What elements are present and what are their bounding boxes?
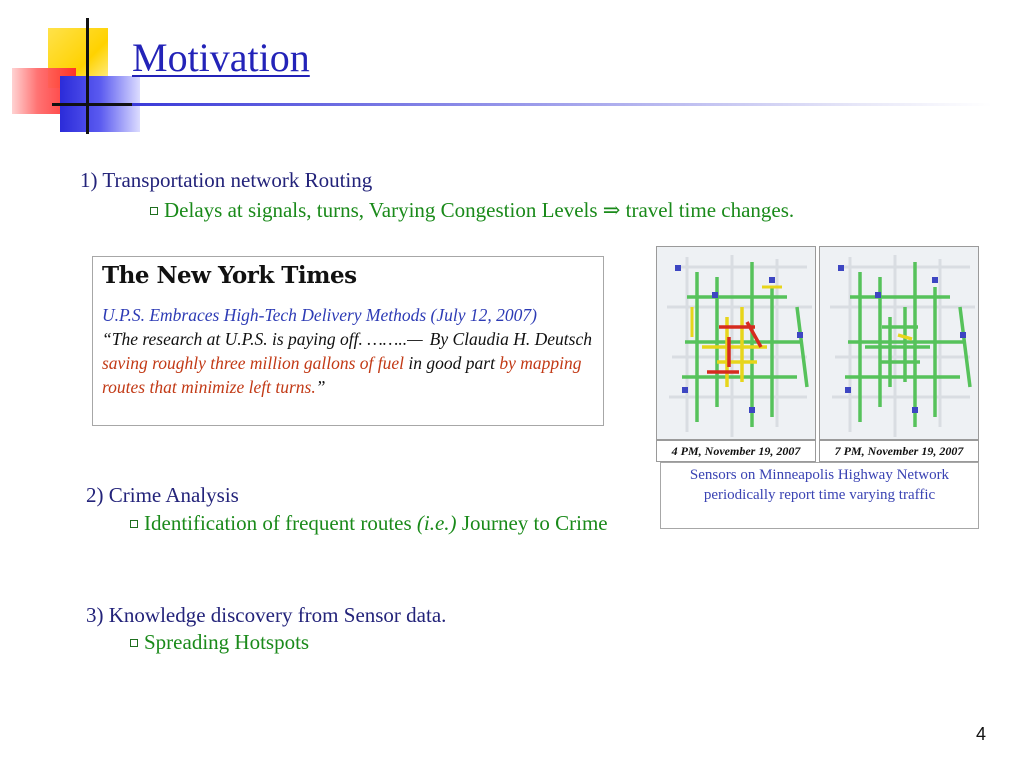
map-caption-4pm: 4 PM, November 19, 2007 — [656, 440, 816, 462]
traffic-map-7pm-graphic — [820, 247, 979, 440]
section-1-bullet-text: Delays at signals, turns, Varying Congestion Levels ⇒ travel time changes. — [164, 198, 795, 222]
section-1-bullet — [150, 198, 794, 223]
nyt-logo: The New York Times — [102, 262, 357, 289]
traffic-map-7pm — [819, 246, 979, 440]
page-number: 4 — [976, 724, 987, 744]
section-2-bullet — [130, 509, 640, 537]
square-bullet-icon — [130, 520, 138, 528]
section-2-heading: 2) Crime Analysis — [86, 483, 239, 507]
nyt-quote-red-2: by mapping routes that minimize left turns. — [102, 353, 582, 397]
nyt-quote-start: “The research at U.P.S. is paying off. ……..— — [102, 329, 423, 349]
section-2-bullet-pre: Identification of frequent routes — [144, 511, 417, 535]
section-2-bullet-italic: (i.e.) — [416, 511, 457, 535]
section-3-bullet — [130, 630, 309, 655]
sensor-caption-box: Sensors on Minneapolis Highway Network periodically report time varying traffic — [660, 462, 979, 529]
nyt-quote-text — [102, 303, 592, 399]
traffic-map-4pm-graphic — [657, 247, 816, 440]
nyt-quote-end: ” — [315, 377, 326, 397]
title-underline-rule — [132, 103, 992, 106]
section-3-heading: 3) Knowledge discovery from Sensor data. — [86, 603, 447, 627]
square-bullet-icon — [150, 207, 158, 215]
square-bullet-icon — [130, 639, 138, 647]
nyt-quote-red-1: saving roughly three million gallons of fuel — [102, 353, 405, 373]
nyt-quote-mid: in good part — [404, 353, 500, 373]
nyt-headline: U.P.S. Embraces High-Tech Delivery Methods (July 12, 2007) — [102, 305, 537, 325]
section-2-bullet-post: Journey to Crime — [456, 511, 608, 535]
deco-vertical-line — [86, 18, 89, 134]
section-1-heading: 1) Transportation network Routing — [80, 168, 373, 192]
slide-title: Motivation — [132, 35, 310, 80]
traffic-map-4pm — [656, 246, 816, 440]
nyt-byline: By Claudia H. Deutsch — [429, 329, 592, 349]
section-3-bullet-text: Spreading Hotspots — [144, 630, 310, 654]
map-caption-7pm: 7 PM, November 19, 2007 — [819, 440, 979, 462]
